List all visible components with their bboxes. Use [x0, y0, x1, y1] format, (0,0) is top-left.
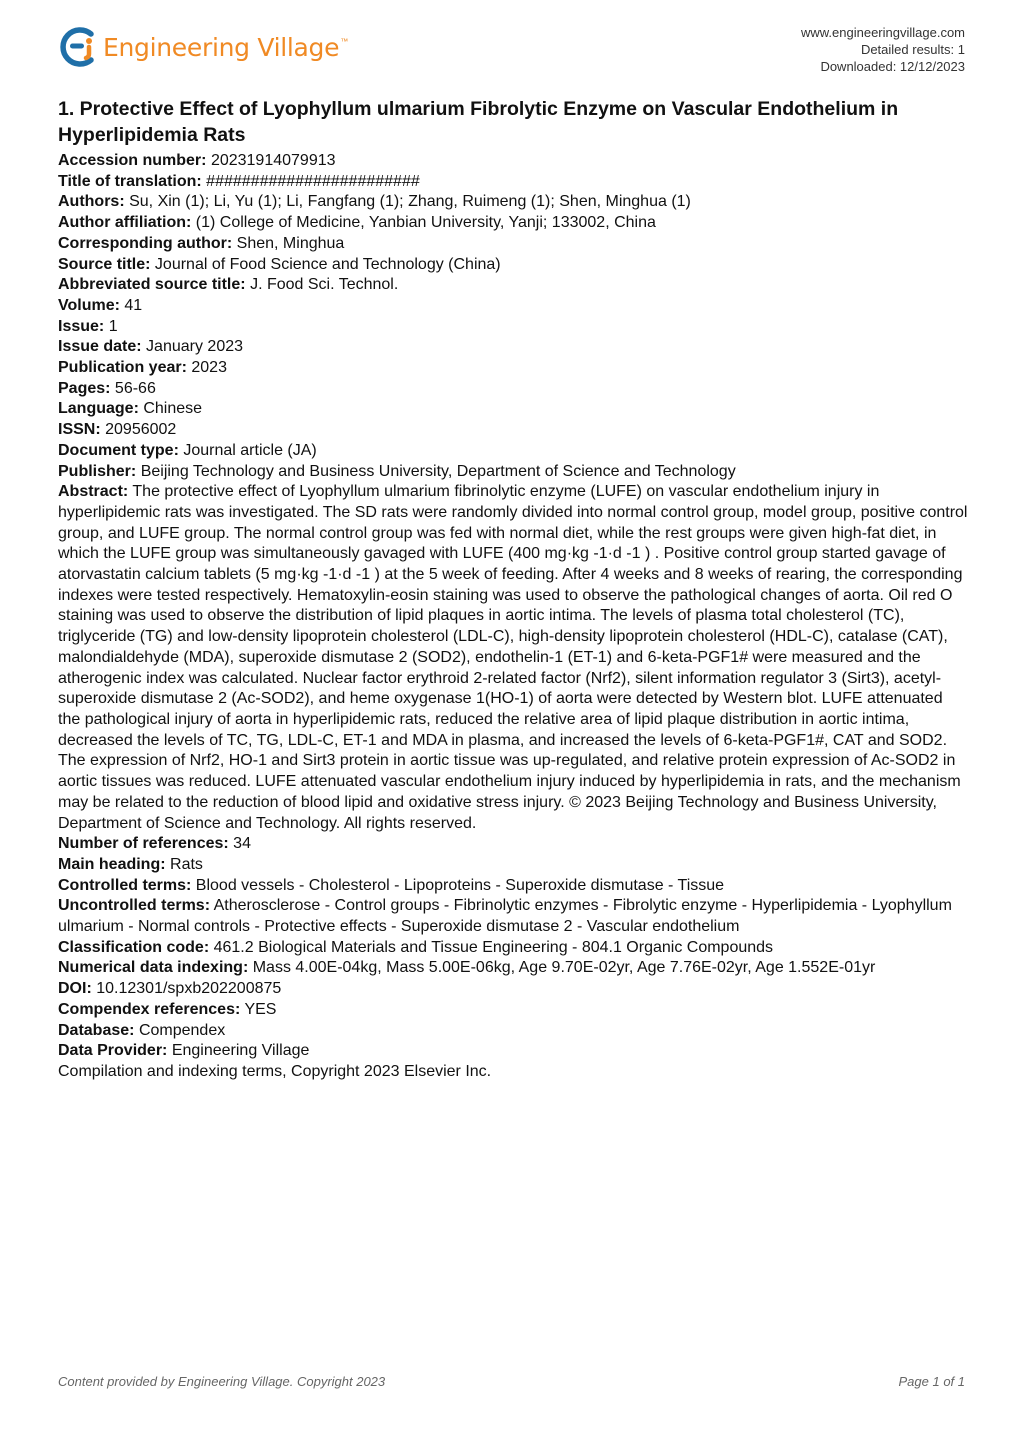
field-abstract: [58, 482, 968, 834]
logo-wordmark: Engineering Village: [103, 32, 340, 62]
field-label: Title of translation:: [58, 172, 202, 190]
field-document-type: [58, 441, 968, 462]
field-label: Publication year:: [58, 359, 187, 377]
field-label: Pages:: [58, 379, 111, 397]
field-authors: [58, 192, 968, 213]
field-main-heading: [58, 855, 968, 876]
field-source-title: [58, 255, 968, 276]
field-value: Compendex: [138, 1021, 226, 1039]
field-label: Issue date:: [58, 338, 142, 356]
field-label: Controlled terms:: [58, 876, 192, 894]
field-label: Source title:: [58, 255, 151, 273]
field-issn: [58, 420, 968, 441]
field-database: [58, 1021, 968, 1042]
field-value: Blood vessels - Cholesterol - Lipoproteins - Superoxide dismutase - Tissue: [195, 876, 725, 894]
field-label: Data Provider:: [58, 1042, 168, 1060]
field-label: Language:: [58, 400, 139, 418]
field-value[interactable]: 10.12301/spxb202200875: [96, 980, 282, 998]
field-numerical-data-indexing: [58, 958, 968, 979]
field-label: Compendex references:: [58, 1000, 241, 1018]
field-abbreviated-source-title: [58, 275, 968, 296]
field-label: Accession number:: [58, 152, 207, 169]
download-date: Downloaded: 12/12/2023: [820, 59, 965, 74]
engineering-village-logo-icon: [58, 26, 100, 68]
field-pages: [58, 379, 968, 400]
field-value: YES: [244, 1000, 277, 1018]
brand-logo[interactable]: [58, 26, 348, 68]
field-label: Authors:: [58, 193, 125, 211]
field-value: 56-66: [114, 379, 156, 397]
site-url[interactable]: www.engineeringvillage.com: [800, 25, 965, 40]
field-value: 2023: [191, 359, 227, 377]
field-label: Uncontrolled terms:: [58, 897, 211, 915]
field-label: Volume:: [58, 296, 120, 314]
field-data-provider: [58, 1041, 968, 1062]
field-value: Engineering Village: [171, 1042, 310, 1060]
field-value: 34: [233, 835, 251, 853]
field-value: Beijing Technology and Business University, Department of Science and Technology: [140, 462, 736, 480]
field-issue: [58, 317, 968, 338]
field-value: Journal article (JA): [183, 441, 317, 459]
field-publication-year: [58, 358, 968, 379]
field-label: Numerical data indexing:: [58, 959, 249, 977]
field-value: 1: [108, 317, 118, 335]
field-value: Shen, Minghua: [236, 234, 345, 252]
field-value: Atherosclerose - Control groups - Fibrinolytic enzymes - Fibrolytic enzyme - Hyperlipidemia - Lyophyllum ulmarium - Normal controls - Protective effects - Superoxide dismutase 2 - Vascular endothelium: [58, 897, 952, 936]
detailed-results-count: Detailed results: 1: [860, 42, 965, 57]
copyright-notice: Compilation and indexing terms, Copyright 2023 Elsevier Inc.: [58, 1062, 492, 1080]
field-number-of-references: [58, 834, 968, 855]
field-value: Rats: [170, 855, 203, 873]
footer-credit: Content provided by Engineering Village. Copyright 2023: [58, 1374, 386, 1389]
field-accession-number: [58, 151, 968, 172]
field-label: ISSN:: [58, 421, 101, 439]
field-label: Main heading:: [58, 855, 166, 873]
field-title-of-translation: [58, 172, 968, 193]
field-label: Publisher:: [58, 462, 137, 480]
field-value: The protective effect of Lyophyllum ulmarium fibrinolytic enzyme (LUFE) on vascular endothelium injury in hyperlipidemic rats was investigated. The SD rats were randomly divided into normal control group, model group, positive control group, and LUFE group. The normal control group was fed with normal diet, while the rest groups were given high-fat diet, in which the LUFE group was simultaneously gavaged with LUFE (400 mg·kg -1·d -1 ) . Positive control group started gavage of atorvastatin calcium tablets (5 mg·kg -1·d -1 ) at the 5 week of feeding. After 4 weeks and 8 weeks of rearing, the corresponding indexes were tested respectively. Hematoxylin-eosin staining was used to observe the pathological changes of aorta. Oil red O staining was used to observe the distribution of lipid plaques in aortic intima. The levels of plasma total cholesterol (TC), triglyceride (TG) and low-density lipoprotein cholesterol (LDL-C), high-density lipoprotein cholesterol (HDL-C), catalase (CAT), malondialdehyde (MDA), superoxide dismutase 2 (SOD2), endothelin-1 (ET-1) and 6-keta-PGF1# were measured and the atherogenic index was calculated. Nuclear factor erythroid 2-related factor (Nrf2), silent information regulator 3 (Sirt3), acetyl-superoxide dismutase 2 (Ac-SOD2), and heme oxygenase 1(HO-1) of aorta were detected by Western blot. LUFE attenuated the pathological injury of aorta in hyperlipidemic rats, reduced the relative area of lipid plaque distribution in aortic intima, decreased the levels of TC, TG, LDL-C, ET-1 and MDA in plasma, and increased the levels of 6-keta-PGF1#, CAT and SOD2. The expression of Nrf2, HO-1 and Sirt3 protein in aortic tissue was up-regulated, and relative protein expression of Ac-SOD2 in aortic tissues was reduced. LUFE attenuated vascular endothelium injury induced by hyperlipidemia in rats, and the mechanism may be related to the reduction of blood lipid and oxidative stress injury. © 2023 Beijing Technology and Business University, Department of Science and Technology. All rights reserved.: [58, 483, 968, 832]
record-title: 1. Protective Effect of Lyophyllum ulmarium Fibrolytic Enzyme on Vascular Endothelium in Hyperlipidemia Rats: [58, 98, 899, 146]
field-volume: [58, 296, 968, 317]
field-corresponding-author: [58, 234, 968, 255]
field-uncontrolled-terms: [58, 896, 968, 937]
field-value: Su, Xin (1); Li, Yu (1); Li, Fangfang (1); Zhang, Ruimeng (1); Shen, Minghua (1): [129, 193, 691, 211]
field-label: Corresponding author:: [58, 234, 233, 252]
header-meta: [801, 24, 965, 75]
field-value: J. Food Sci. Technol.: [250, 276, 399, 294]
field-label: Number of references:: [58, 835, 229, 853]
field-value: ########################: [206, 172, 420, 190]
field-value: 20231914079913: [210, 152, 336, 169]
logo-trademark: ™: [340, 36, 349, 46]
record-fields: [58, 151, 968, 1083]
field-value: 20956002: [105, 421, 177, 439]
field-value: Journal of Food Science and Technology (China): [154, 255, 501, 273]
field-label: Issue:: [58, 317, 105, 335]
field-classification-code: [58, 938, 968, 959]
field-label: DOI:: [58, 980, 92, 998]
field-publisher: [58, 462, 968, 483]
page-header: [0, 0, 1024, 90]
field-value: (1) College of Medicine, Yanbian University, Yanji; 133002, China: [195, 214, 656, 232]
field-doi: [58, 979, 968, 1000]
field-value: Mass 4.00E-04kg, Mass 5.00E-06kg, Age 9.70E-02yr, Age 7.76E-02yr, Age 1.552E-01yr: [252, 959, 876, 977]
field-author-affiliation: [58, 213, 968, 234]
field-language: [58, 399, 968, 420]
field-label: Abbreviated source title:: [58, 276, 246, 294]
field-label: Abstract:: [58, 483, 129, 501]
field-value: January 2023: [146, 338, 244, 356]
field-value: 461.2 Biological Materials and Tissue Engineering - 804.1 Organic Compounds: [213, 938, 774, 956]
field-value: 41: [124, 296, 143, 314]
field-label: Author affiliation:: [58, 214, 192, 232]
field-label: Classification code:: [58, 938, 210, 956]
field-controlled-terms: [58, 876, 968, 897]
field-compendex-references: [58, 1000, 968, 1021]
field-issue-date: [58, 337, 968, 358]
field-label: Document type:: [58, 441, 179, 459]
field-label: Database:: [58, 1021, 135, 1039]
page-number: Page 1 of 1: [898, 1374, 965, 1389]
field-value: Chinese: [143, 400, 203, 418]
